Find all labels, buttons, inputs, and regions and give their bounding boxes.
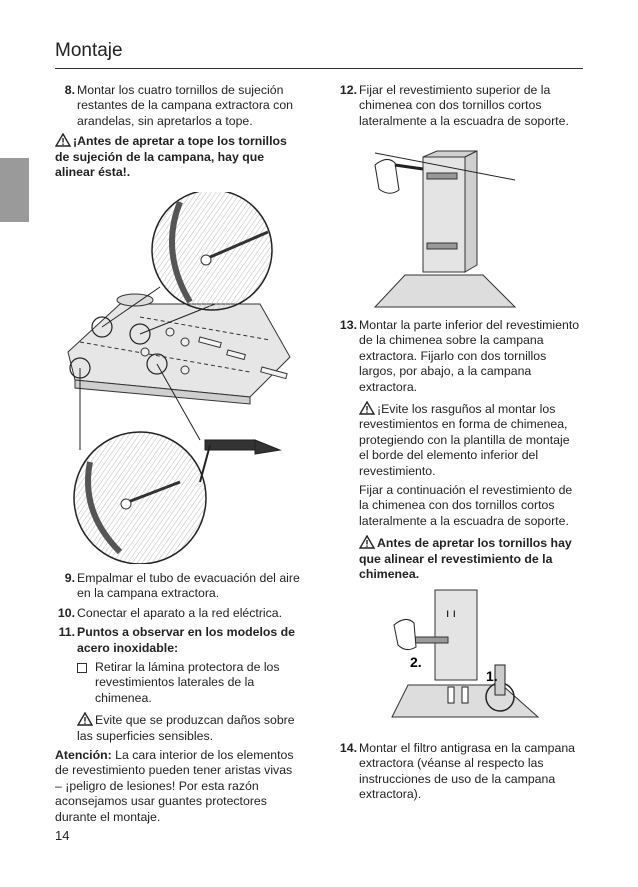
warning-text: Antes de apretar los tornillos hay que alinear el revestimiento de la chimenea. (359, 536, 572, 582)
step-number: 12. (339, 83, 357, 97)
step-text: Fijar el revestimiento superior de la chimenea con dos tornillos cortos lateralmente a la escuadra de soporte. (359, 83, 569, 128)
attention-text: La cara interior de los elementos de revestimiento pueden tener aristas vivas – ¡peligro de lesiones! Por esta razón aconsejamos usar guantes protectores durante el montaje. (55, 748, 294, 824)
warning-text: ¡Evite los rasguños al montar los revestimientos en forma de chimenea, protegiendo con la plantilla de montaje el borde del elemento inferior del revestimiento. (359, 402, 570, 478)
chimney-bottom-illustration (390, 585, 540, 725)
left-column-bottom (55, 571, 300, 825)
warning-icon (359, 401, 375, 415)
step-13 (337, 318, 582, 395)
step-number: 11. (58, 625, 75, 640)
hood-screws-illustration (50, 192, 310, 564)
step-text: Montar los cuatro tornillos de sujeción restantes de la campana extractora con arandelas, sin apretarlos a tope. (77, 83, 294, 128)
step-number: 9. (64, 571, 75, 585)
chimney-top-illustration (365, 135, 525, 313)
step-number: 14. (339, 741, 357, 755)
step-13-continued: Fijar a continuación el revestimiento de la chimenea con dos tornillos cortos lateralmente a la escuadra de soporte. (359, 483, 573, 528)
warning-text: Evite que se produzcan daños sobre las superficies sensibles. (77, 713, 295, 743)
checkbox-bullet-icon (77, 663, 87, 673)
step-number: 8. (64, 83, 75, 97)
warning-align-chimney (337, 535, 582, 582)
left-column-top (55, 83, 295, 180)
page-title: Montaje (55, 40, 123, 61)
step-number: 10. (57, 605, 75, 620)
warning-icon (77, 712, 93, 726)
warning-scratches (337, 401, 582, 479)
step-text: Empalmar el tubo de evacuación del aire en la campana extractora. (77, 571, 300, 601)
svg-text:ı ı: ı ı (446, 606, 457, 620)
right-column-middle (337, 318, 582, 583)
step-11 (55, 625, 300, 656)
right-column-bottom (337, 741, 582, 807)
attention-label: Atención: (55, 748, 112, 763)
warning-surfaces (55, 712, 300, 744)
right-column-top (337, 83, 582, 133)
header-divider (55, 68, 583, 69)
warning-text: ¡Antes de apretar a tope los tornillos de sujeción de la campana, hay que alinear ésta!. (55, 134, 287, 180)
step-text: Montar la parte inferior del revestimiento de la chimenea sobre la campana extractora. Fijarlo con dos tornillos largos, por abajo, a la campana extractora. (359, 318, 580, 394)
figure-label-first: 1. (486, 668, 498, 684)
attention-note (55, 748, 300, 825)
step-text: Conectar el aparato a la red eléctrica. (77, 605, 283, 620)
page-number: 14 (55, 828, 70, 843)
warning-icon (55, 133, 71, 147)
side-tab-marker (0, 158, 29, 222)
warning-align-hood (55, 133, 295, 180)
step-11-bullet (55, 660, 300, 706)
step-14 (337, 741, 582, 803)
step-12 (337, 83, 582, 129)
step-10 (55, 606, 300, 621)
step-9 (55, 571, 300, 602)
step-8 (55, 83, 295, 129)
figure-label-second: 2. (410, 654, 422, 670)
step-number: 13. (339, 318, 357, 332)
step-text: Puntos a observar en los modelos de acero inoxidable: (77, 625, 295, 655)
warning-icon (359, 535, 375, 549)
bullet-text: Retirar la lámina protectora de los revestimientos laterales de la chimenea. (95, 660, 280, 705)
step-text: Montar el filtro antigrasa en la campana extractora (véanse al respecto las instrucciones de uso de la campana extractora). (359, 741, 575, 802)
